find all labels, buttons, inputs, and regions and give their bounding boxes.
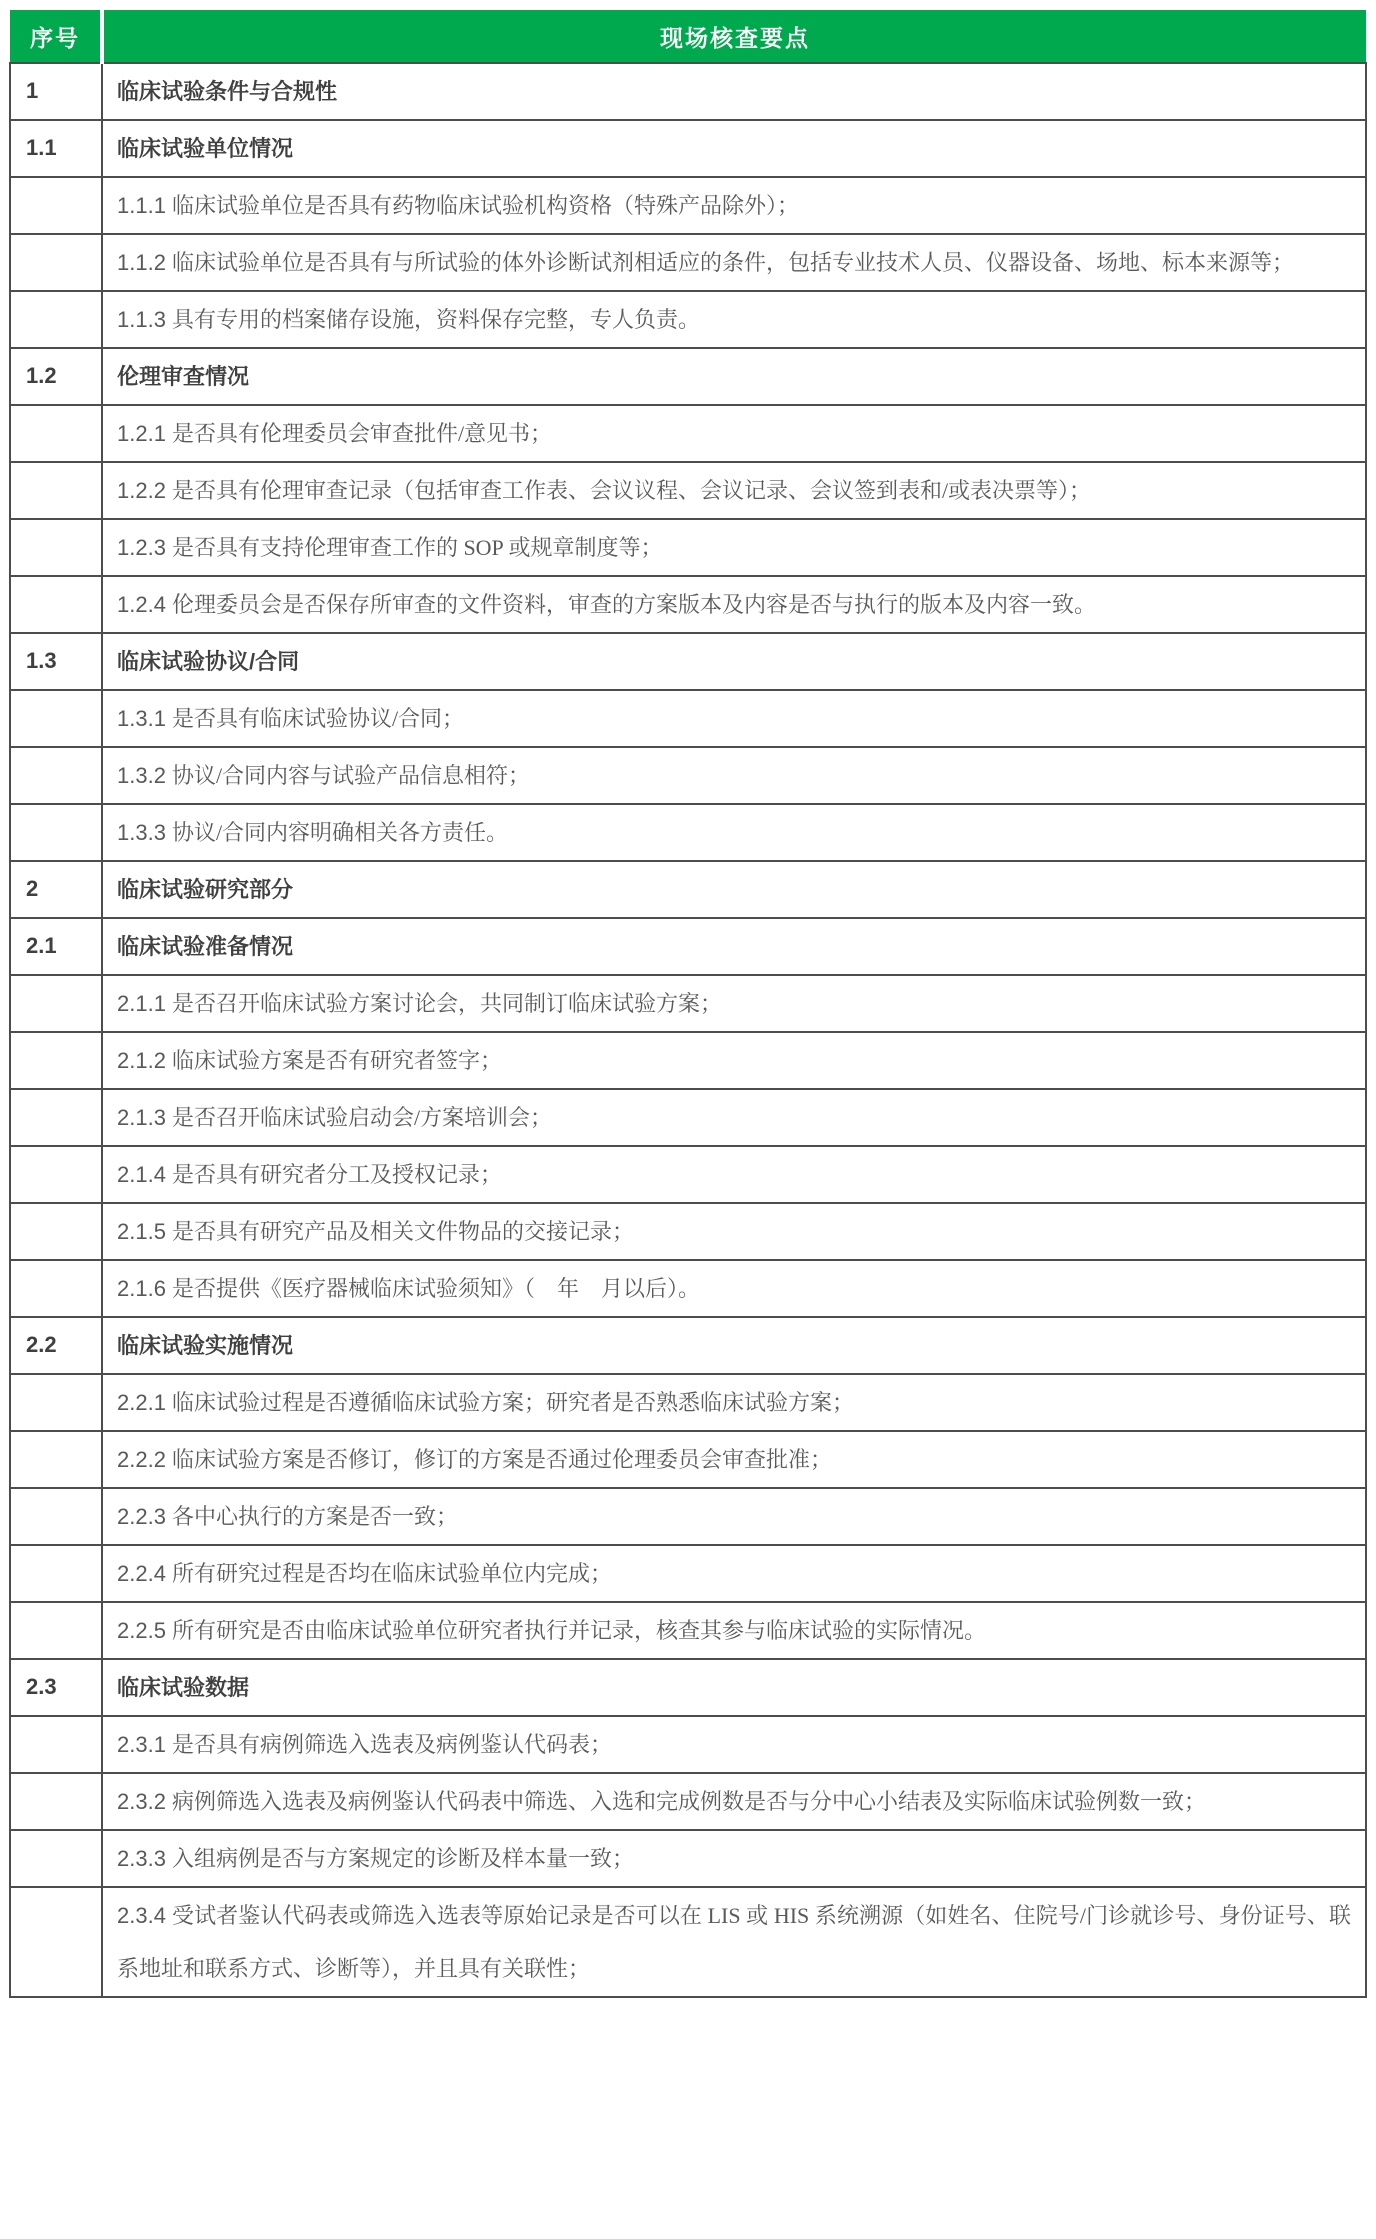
item-number: 1.3.2 xyxy=(117,763,166,788)
row-number-cell xyxy=(10,462,102,519)
table-row xyxy=(10,975,1366,1032)
check-point-cell xyxy=(102,405,1366,462)
row-number-cell xyxy=(10,1260,102,1317)
item-number: 2.2.3 xyxy=(117,1504,166,1529)
item-text: 是否具有研究产品及相关文件物品的交接记录； xyxy=(171,1219,634,1244)
table-row xyxy=(10,1089,1366,1146)
row-number-cell xyxy=(10,519,102,576)
check-point-cell xyxy=(102,1089,1366,1146)
item-number: 2.1.5 xyxy=(117,1219,166,1244)
section-title-cell: 临床试验数据 xyxy=(102,1659,1366,1716)
section-title-cell: 临床试验研究部分 xyxy=(102,861,1366,918)
item-number: 2.1.2 xyxy=(117,1048,166,1073)
row-number-cell xyxy=(10,1545,102,1602)
item-number: 2.1.3 xyxy=(117,1105,166,1130)
item-number: 1.2.2 xyxy=(117,478,166,503)
item-number: 1.2.1 xyxy=(117,421,166,446)
item-text: 入组病例是否与方案规定的诊断及样本量一致； xyxy=(171,1846,634,1871)
item-number: 1.1.1 xyxy=(117,193,166,218)
table-row xyxy=(10,348,1366,405)
check-point-cell xyxy=(102,291,1366,348)
row-number-cell xyxy=(10,1032,102,1089)
section-title-cell: 临床试验条件与合规性 xyxy=(102,63,1366,120)
check-point-cell xyxy=(102,1032,1366,1089)
row-number-cell xyxy=(10,1146,102,1203)
item-text: 临床试验单位是否具有与所试验的体外诊断试剂相适应的条件，包括专业技术人员、仪器设备、场地、标本来源等； xyxy=(171,250,1294,275)
row-number-cell xyxy=(10,405,102,462)
table-row xyxy=(10,1317,1366,1374)
row-number-cell xyxy=(10,804,102,861)
check-point-cell xyxy=(102,1830,1366,1887)
row-number-cell: 2.1 xyxy=(10,918,102,975)
table-head xyxy=(10,10,1366,63)
table-row xyxy=(10,804,1366,861)
check-point-cell xyxy=(102,1431,1366,1488)
row-number-cell xyxy=(10,1374,102,1431)
row-number-cell xyxy=(10,234,102,291)
item-number: 2.2.5 xyxy=(117,1618,166,1643)
table-row xyxy=(10,861,1366,918)
row-number-cell: 1.3 xyxy=(10,633,102,690)
item-number: 1.1.3 xyxy=(117,307,166,332)
table-row xyxy=(10,405,1366,462)
row-number-cell: 2.2 xyxy=(10,1317,102,1374)
item-number: 2.1.6 xyxy=(117,1276,166,1301)
item-number: 1.2.3 xyxy=(117,535,166,560)
table-row xyxy=(10,1374,1366,1431)
row-number-cell xyxy=(10,177,102,234)
table-row xyxy=(10,1488,1366,1545)
item-text: 各中心执行的方案是否一致； xyxy=(171,1504,458,1529)
item-text: 协议/合同内容与试验产品信息相符； xyxy=(171,763,531,788)
check-point-cell xyxy=(102,1146,1366,1203)
table-row xyxy=(10,633,1366,690)
check-point-cell xyxy=(102,177,1366,234)
item-text: 是否具有病例筛选入选表及病例鉴认代码表； xyxy=(171,1732,612,1757)
check-point-cell xyxy=(102,975,1366,1032)
row-number-cell xyxy=(10,1431,102,1488)
item-text: 协议/合同内容明确相关各方责任。 xyxy=(171,820,509,845)
check-point-cell xyxy=(102,1488,1366,1545)
table-row xyxy=(10,291,1366,348)
item-text: 受试者鉴认代码表或筛选入选表等原始记录是否可以在 LIS 或 HIS 系统溯源（如姓名、住院号/门诊就诊号、身份证号、联系地址和联系方式、诊断等），并且具有关联性； xyxy=(117,1903,1351,1981)
row-number-cell xyxy=(10,690,102,747)
row-number-cell xyxy=(10,1887,102,1997)
item-text: 是否召开临床试验启动会/方案培训会； xyxy=(171,1105,553,1130)
item-text: 具有专用的档案储存设施，资料保存完整，专人负责。 xyxy=(171,307,700,332)
item-number: 2.3.2 xyxy=(117,1789,166,1814)
item-text: 所有研究是否由临床试验单位研究者执行并记录，核查其参与临床试验的实际情况。 xyxy=(171,1618,986,1643)
item-text: 是否具有伦理委员会审查批件/意见书； xyxy=(171,421,553,446)
check-point-cell xyxy=(102,234,1366,291)
table-row xyxy=(10,234,1366,291)
item-text: 临床试验单位是否具有药物临床试验机构资格（特殊产品除外）； xyxy=(171,193,799,218)
check-point-cell xyxy=(102,576,1366,633)
table-row xyxy=(10,1146,1366,1203)
table-row xyxy=(10,1203,1366,1260)
check-point-cell xyxy=(102,690,1366,747)
item-number: 2.1.1 xyxy=(117,991,166,1016)
item-text: 临床试验方案是否修订，修订的方案是否通过伦理委员会审查批准； xyxy=(171,1447,832,1472)
table-row xyxy=(10,177,1366,234)
item-number: 2.2.4 xyxy=(117,1561,166,1586)
table-row xyxy=(10,1260,1366,1317)
item-text: 伦理委员会是否保存所审查的文件资料，审查的方案版本及内容是否与执行的版本及内容一致。 xyxy=(171,592,1096,617)
row-number-cell xyxy=(10,747,102,804)
table-body xyxy=(10,63,1366,1997)
table-row xyxy=(10,747,1366,804)
item-text: 是否具有伦理审查记录（包括审查工作表、会议议程、会议记录、会议签到表和/或表决票等）； xyxy=(171,478,1092,503)
check-point-cell xyxy=(102,1716,1366,1773)
table-row xyxy=(10,519,1366,576)
item-number: 1.3.3 xyxy=(117,820,166,845)
item-text: 是否具有临床试验协议/合同； xyxy=(171,706,465,731)
row-number-cell xyxy=(10,1716,102,1773)
row-number-cell: 1.1 xyxy=(10,120,102,177)
row-number-cell xyxy=(10,291,102,348)
table-row xyxy=(10,1431,1366,1488)
item-number: 1.2.4 xyxy=(117,592,166,617)
row-number-cell: 2.3 xyxy=(10,1659,102,1716)
check-point-cell xyxy=(102,1887,1366,1997)
check-point-cell xyxy=(102,747,1366,804)
table-row xyxy=(10,576,1366,633)
row-number-cell: 2 xyxy=(10,861,102,918)
table-row xyxy=(10,1716,1366,1773)
row-number-cell xyxy=(10,1602,102,1659)
table-row xyxy=(10,918,1366,975)
table-header-row xyxy=(10,10,1366,63)
check-point-cell xyxy=(102,1260,1366,1317)
table-row xyxy=(10,1602,1366,1659)
item-number: 2.1.4 xyxy=(117,1162,166,1187)
item-number: 2.3.1 xyxy=(117,1732,166,1757)
row-number-cell xyxy=(10,1773,102,1830)
table-row xyxy=(10,462,1366,519)
inspection-checklist-table xyxy=(9,10,1367,1998)
section-title-cell: 临床试验准备情况 xyxy=(102,918,1366,975)
item-number: 2.3.3 xyxy=(117,1846,166,1871)
item-text: 临床试验方案是否有研究者签字； xyxy=(171,1048,502,1073)
section-title-cell: 临床试验协议/合同 xyxy=(102,633,1366,690)
item-text: 是否具有研究者分工及授权记录； xyxy=(171,1162,502,1187)
item-number: 2.2.2 xyxy=(117,1447,166,1472)
table-row xyxy=(10,1830,1366,1887)
table-row xyxy=(10,120,1366,177)
check-point-cell xyxy=(102,1545,1366,1602)
row-number-cell: 1 xyxy=(10,63,102,120)
check-point-cell xyxy=(102,1203,1366,1260)
check-point-cell xyxy=(102,519,1366,576)
row-number-cell xyxy=(10,1089,102,1146)
header-cell-check-points: 现场核查要点 xyxy=(102,10,1366,63)
item-text: 是否具有支持伦理审查工作的 SOP 或规章制度等； xyxy=(171,535,663,560)
table-row xyxy=(10,1032,1366,1089)
check-point-cell xyxy=(102,462,1366,519)
item-number: 2.2.1 xyxy=(117,1390,166,1415)
table-row xyxy=(10,1659,1366,1716)
table-row xyxy=(10,1773,1366,1830)
row-number-cell: 1.2 xyxy=(10,348,102,405)
row-number-cell xyxy=(10,576,102,633)
row-number-cell xyxy=(10,975,102,1032)
section-title-cell: 临床试验单位情况 xyxy=(102,120,1366,177)
row-number-cell xyxy=(10,1488,102,1545)
item-text: 是否提供《医疗器械临床试验须知》（ 年 月以后）。 xyxy=(171,1276,700,1301)
check-point-cell xyxy=(102,1602,1366,1659)
table-row xyxy=(10,690,1366,747)
table-row xyxy=(10,1887,1366,1997)
item-text: 临床试验过程是否遵循临床试验方案；研究者是否熟悉临床试验方案； xyxy=(171,1390,854,1415)
item-number: 1.1.2 xyxy=(117,250,166,275)
row-number-cell xyxy=(10,1830,102,1887)
row-number-cell xyxy=(10,1203,102,1260)
table-row xyxy=(10,1545,1366,1602)
table-row xyxy=(10,63,1366,120)
item-number: 1.3.1 xyxy=(117,706,166,731)
item-number: 2.3.4 xyxy=(117,1903,166,1928)
section-title-cell: 临床试验实施情况 xyxy=(102,1317,1366,1374)
section-title-cell: 伦理审查情况 xyxy=(102,348,1366,405)
header-cell-number: 序号 xyxy=(10,10,102,63)
check-point-cell xyxy=(102,1773,1366,1830)
item-text: 是否召开临床试验方案讨论会，共同制订临床试验方案； xyxy=(171,991,722,1016)
check-point-cell xyxy=(102,804,1366,861)
item-text: 所有研究过程是否均在临床试验单位内完成； xyxy=(171,1561,612,1586)
check-point-cell xyxy=(102,1374,1366,1431)
item-text: 病例筛选入选表及病例鉴认代码表中筛选、入选和完成例数是否与分中心小结表及实际临床试验例数一致； xyxy=(171,1789,1206,1814)
